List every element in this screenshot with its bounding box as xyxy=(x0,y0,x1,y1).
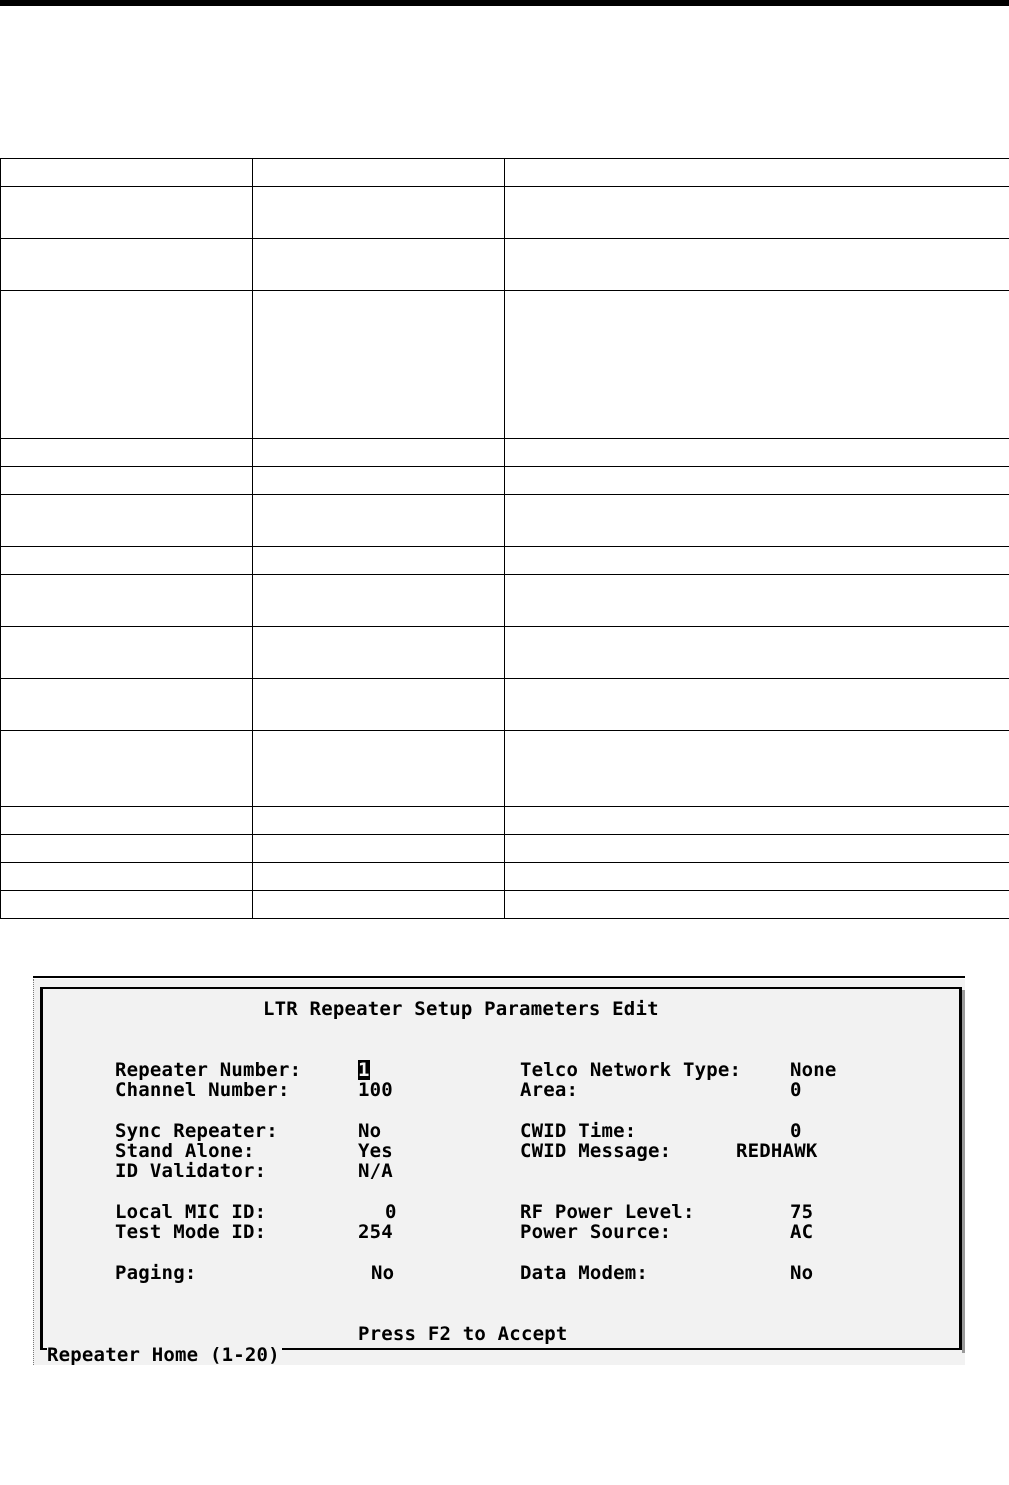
table-row xyxy=(1,239,1009,291)
table-row xyxy=(1,807,1009,835)
table-cell xyxy=(253,575,505,627)
table-row xyxy=(1,291,1009,439)
telco-network-type-label: Telco Network Type: xyxy=(520,1059,742,1081)
table-cell xyxy=(253,291,505,439)
terminal-screen xyxy=(33,979,965,1365)
parameter-table xyxy=(0,158,1009,919)
stand-alone-label: Stand Alone: xyxy=(115,1140,255,1162)
rf-power-level-label: RF Power Level: xyxy=(520,1201,695,1223)
table-row xyxy=(1,731,1009,807)
table-cell xyxy=(505,467,1009,495)
table-cell xyxy=(1,439,253,467)
id-validator-field[interactable]: N/A xyxy=(358,1160,393,1182)
table-cell xyxy=(1,547,253,575)
table-row xyxy=(1,891,1009,919)
table-cell xyxy=(1,627,253,679)
terminal-top-rule xyxy=(33,976,965,978)
top-rule xyxy=(0,0,1009,6)
table-row xyxy=(1,187,1009,239)
power-source-label: Power Source: xyxy=(520,1221,672,1243)
table-cell xyxy=(253,239,505,291)
test-mode-id-label: Test Mode ID: xyxy=(115,1221,267,1243)
table-cell xyxy=(505,547,1009,575)
table-row xyxy=(1,835,1009,863)
paging-field[interactable]: No xyxy=(371,1262,395,1284)
table-cell xyxy=(253,679,505,731)
table-cell xyxy=(1,891,253,919)
table-cell xyxy=(505,835,1009,863)
accept-hint: Press F2 to Accept xyxy=(358,1323,568,1345)
table-cell xyxy=(253,159,505,187)
table-cell xyxy=(1,807,253,835)
table-cell xyxy=(505,575,1009,627)
local-mic-id-label: Local MIC ID: xyxy=(115,1201,267,1223)
table-cell xyxy=(253,835,505,863)
table-cell xyxy=(1,187,253,239)
table-cell xyxy=(253,891,505,919)
table-row xyxy=(1,159,1009,187)
table-cell xyxy=(505,807,1009,835)
table-cell xyxy=(1,835,253,863)
table-cell xyxy=(1,467,253,495)
table-row xyxy=(1,863,1009,891)
table-row xyxy=(1,467,1009,495)
terminal-left-edge xyxy=(33,979,36,1365)
area-label: Area: xyxy=(520,1079,579,1101)
stand-alone-field[interactable]: Yes xyxy=(358,1140,393,1162)
table-cell xyxy=(1,863,253,891)
repeater-number-label: Repeater Number: xyxy=(115,1059,302,1081)
table-cell xyxy=(1,731,253,807)
test-mode-id-field[interactable]: 254 xyxy=(358,1221,393,1243)
table-cell xyxy=(253,187,505,239)
table-cell xyxy=(505,239,1009,291)
footer-status: Repeater Home (1-20) xyxy=(47,1344,280,1366)
telco-network-type-field[interactable]: None xyxy=(790,1059,837,1081)
table-cell xyxy=(1,575,253,627)
table-cell xyxy=(253,807,505,835)
table-cell xyxy=(1,495,253,547)
power-source-field[interactable]: AC xyxy=(790,1221,814,1243)
table-cell xyxy=(1,291,253,439)
table-cell xyxy=(505,159,1009,187)
table-cell xyxy=(505,627,1009,679)
table-cell xyxy=(253,547,505,575)
table-row xyxy=(1,547,1009,575)
local-mic-id-field[interactable]: 0 xyxy=(385,1201,397,1223)
table-cell xyxy=(253,467,505,495)
cwid-time-field[interactable]: 0 xyxy=(790,1120,802,1142)
channel-number-field[interactable]: 100 xyxy=(358,1079,393,1101)
sync-repeater-field[interactable]: No xyxy=(358,1120,382,1142)
id-validator-label: ID Validator: xyxy=(115,1160,267,1182)
table-row xyxy=(1,439,1009,467)
table-cell xyxy=(1,239,253,291)
table-cell xyxy=(505,679,1009,731)
table-row xyxy=(1,627,1009,679)
table-row xyxy=(1,495,1009,547)
rf-power-level-field[interactable]: 75 xyxy=(790,1201,814,1223)
frame-shadow xyxy=(962,990,965,1353)
table-cell xyxy=(505,187,1009,239)
channel-number-label: Channel Number: xyxy=(115,1079,290,1101)
cwid-time-label: CWID Time: xyxy=(520,1120,637,1142)
table-cell xyxy=(505,891,1009,919)
table-cell xyxy=(505,495,1009,547)
table-cell xyxy=(253,439,505,467)
table-cell xyxy=(1,159,253,187)
table-cell xyxy=(505,439,1009,467)
sync-repeater-label: Sync Repeater: xyxy=(115,1120,278,1142)
repeater-number-field[interactable]: 1 xyxy=(358,1059,370,1081)
table-row xyxy=(1,575,1009,627)
table-cell xyxy=(1,679,253,731)
paging-label: Paging: xyxy=(115,1262,197,1284)
table-cell xyxy=(505,291,1009,439)
table-cell xyxy=(505,863,1009,891)
table-cell xyxy=(253,863,505,891)
screen-title: LTR Repeater Setup Parameters Edit xyxy=(263,998,659,1020)
cwid-message-field[interactable]: REDHAWK xyxy=(736,1140,818,1162)
table-row xyxy=(1,679,1009,731)
table-cell xyxy=(253,495,505,547)
area-field[interactable]: 0 xyxy=(790,1079,802,1101)
frame-border-left xyxy=(40,987,43,1350)
table-cell xyxy=(253,731,505,807)
data-modem-field[interactable]: No xyxy=(790,1262,814,1284)
table-cell xyxy=(253,627,505,679)
cwid-message-label: CWID Message: xyxy=(520,1140,672,1162)
table-cell xyxy=(505,731,1009,807)
data-modem-label: Data Modem: xyxy=(520,1262,649,1284)
frame-border-top xyxy=(40,987,962,989)
